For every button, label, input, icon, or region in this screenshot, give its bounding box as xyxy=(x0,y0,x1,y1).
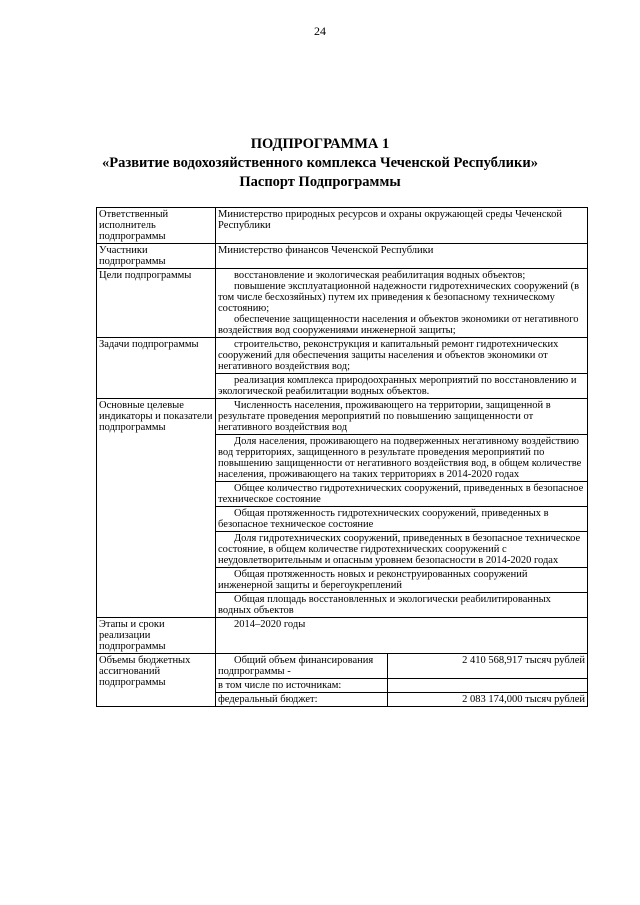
stages-label: Этапы и сроки реализации подпрограммы xyxy=(97,618,216,654)
row-responsible xyxy=(97,208,588,244)
document-heading xyxy=(80,135,560,192)
page-number: 24 xyxy=(314,24,326,38)
passport-table xyxy=(96,207,588,707)
budget-federal-value: 2 083 174,000 тысяч рублей xyxy=(388,693,588,707)
subprogram-title: «Развитие водохозяйственного комплекса Чеченской Республики» xyxy=(102,155,538,171)
budget-sources-label: в том числе по источникам: xyxy=(216,679,388,693)
passport-title: Паспорт Подпрограммы xyxy=(239,174,401,190)
row-indicators xyxy=(97,399,588,435)
budget-total-label: Общий объем финансирования подпрограммы - xyxy=(216,654,388,679)
participants-label: Участники подпрограммы xyxy=(97,244,216,269)
responsible-value: Министерство природных ресурсов и охраны окружающей среды Чеченской Республики xyxy=(216,208,588,244)
budget-label: Объемы бюджетных ассигнований подпрограммы xyxy=(97,654,216,707)
row-stages xyxy=(97,618,588,654)
row-budget xyxy=(97,654,588,707)
indicator-item: Общее количество гидротехнических сооружений, приведенных в безопасное техническое состояние xyxy=(216,482,588,507)
row-goals xyxy=(97,269,588,338)
task-item: строительство, реконструкция и капитальный ремонт гидротехнических сооружений для обеспечения защиты населения и объектов экономики от негативного воздействия вод; xyxy=(216,338,588,374)
indicator-item: Численность населения, проживающего на территории, защищенной в результате проведения мероприятий по повышению защищенности от негативного воздействия вод xyxy=(216,399,588,435)
budget-sources-row xyxy=(216,679,587,693)
budget-federal-label: федеральный бюджет: xyxy=(216,693,388,707)
goals-label: Цели подпрограммы xyxy=(97,269,216,338)
indicator-item: Общая протяженность гидротехнических сооружений, приведенных в безопасное техническое состояние xyxy=(216,507,588,532)
indicator-item: Доля гидротехнических сооружений, приведенных в безопасное техническое состояние, в общем количестве гидротехнических сооружений с неудовлетворительным и опасным уровнем безопасности в 2014-2020 годах xyxy=(216,532,588,568)
budget-total-row xyxy=(216,654,587,679)
row-tasks xyxy=(97,338,588,374)
budget-total-value: 2 410 568,917 тысяч рублей xyxy=(462,655,585,666)
goals-value xyxy=(216,269,588,338)
indicators-label: Основные целевые индикаторы и показатели подпрограммы xyxy=(97,399,216,618)
stages-value: 2014–2020 годы xyxy=(216,618,588,654)
goal-item: повышение эксплуатационной надежности гидротехнических сооружений (в том числе бесхозяйных) путем их приведения к безопасному техническому состоянию; xyxy=(218,281,580,314)
goal-item: восстановление и экологическая реабилитация водных объектов; xyxy=(234,270,526,281)
budget-federal-row xyxy=(216,693,587,707)
indicator-item: Общая протяженность новых и реконструированных сооружений инженерной защиты и берегоукреплений xyxy=(216,568,588,593)
goal-item: обеспечение защищенности населения и объектов экономики от негативного воздействия вод сооружениями инженерной защиты; xyxy=(218,314,579,336)
budget-value xyxy=(216,654,588,707)
indicator-item: Доля населения, проживающего на подверженных негативному воздействию вод территориях, защищенного в результате проведения мероприятий по повышению защищенности от негативного воздействия вод, в общем количестве населения, проживающего на таких территориях в 2014-2020 годах xyxy=(216,435,588,482)
budget-table xyxy=(216,654,587,706)
indicator-item: Общая площадь восстановленных и экологически реабилитированных водных объектов xyxy=(216,593,588,618)
task-item: реализация комплекса природоохранных мероприятий по восстановлению и экологической реабилитации водных объектов. xyxy=(216,374,588,399)
responsible-label: Ответственный исполнитель подпрограммы xyxy=(97,208,216,244)
budget-sources-empty xyxy=(388,679,588,693)
participants-value: Министерство финансов Чеченской Республики xyxy=(216,244,588,269)
tasks-label: Задачи подпрограммы xyxy=(97,338,216,399)
subprogram-number: ПОДПРОГРАММА 1 xyxy=(250,136,390,152)
row-participants xyxy=(97,244,588,269)
